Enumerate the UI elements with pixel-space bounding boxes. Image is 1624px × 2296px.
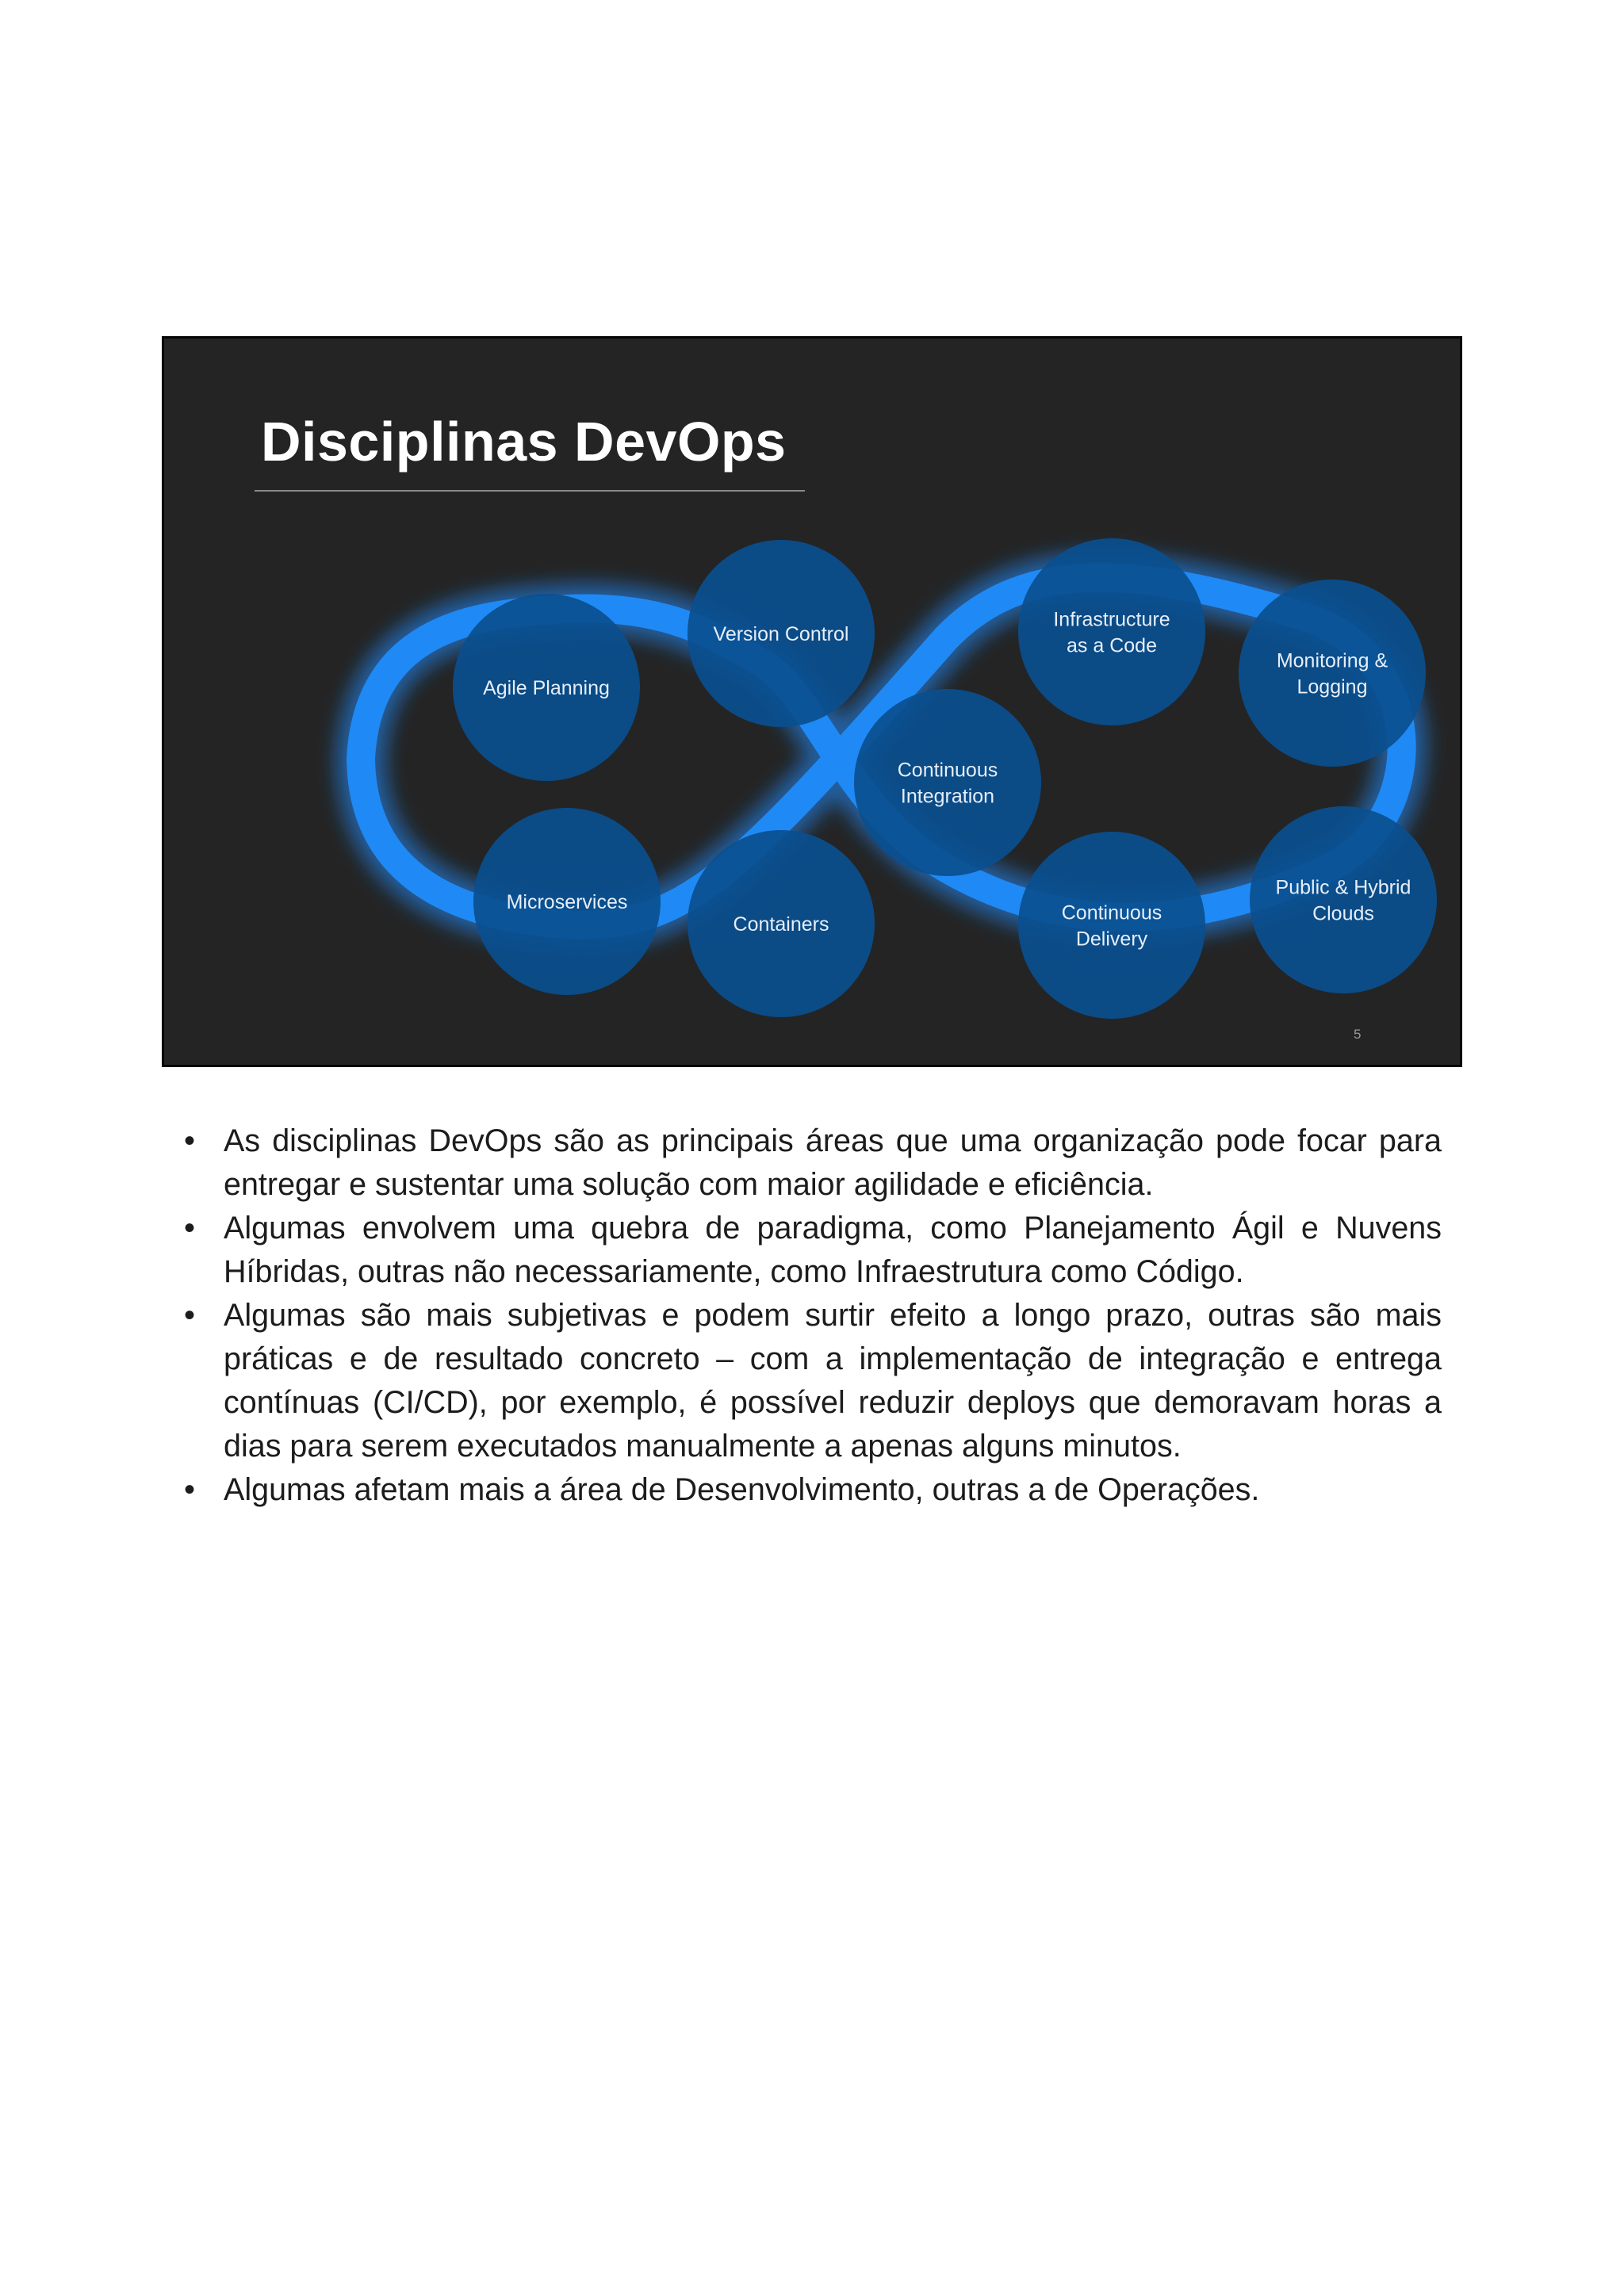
- node-label: Clouds: [1312, 902, 1374, 925]
- bullet-text: Algumas afetam mais a área de Desenvolvimento, outras a de Operações.: [224, 1472, 1260, 1507]
- node-public-hybrid-clouds: [1250, 806, 1437, 993]
- bullet-text: Algumas envolvem uma quebra de paradigma, como Planejamento Ágil e Nuvens Híbridas, outras não necessariamente, como Infraestrutura como Código.: [224, 1211, 1442, 1289]
- node-label: Integration: [900, 785, 995, 808]
- bullet-dot: •: [184, 1298, 196, 1333]
- bullet-text: As disciplinas DevOps são as principais áreas que uma organização pode focar para entregar e sustentar uma solução com maior agilidade e eficiência.: [224, 1123, 1442, 1202]
- node-label: Agile Planning: [483, 677, 610, 699]
- node-circle: [854, 689, 1041, 876]
- node-label: Containers: [733, 913, 829, 936]
- node-continuous-integration: [854, 689, 1041, 876]
- devops-infinity-diagram: [164, 339, 1462, 1067]
- bullet-text: Algumas são mais subjetivas e podem surtir efeito a longo prazo, outras são mais práticas e de resultado concreto – com a implementação de integração e entrega contínuas (CI/CD), por exemplo, é possível reduzir deploys que demoravam horas a dias para serem executados manualmente a apenas alguns minutos.: [224, 1298, 1442, 1464]
- node-monitoring-logging: [1239, 580, 1426, 767]
- bullet-item: [179, 1119, 1442, 1207]
- node-continuous-delivery: [1018, 832, 1205, 1019]
- node-label: as a Code: [1067, 634, 1157, 657]
- bullet-item: [179, 1294, 1442, 1468]
- node-circle: [1239, 580, 1426, 767]
- node-circle: [1250, 806, 1437, 993]
- node-microservices: [473, 808, 661, 995]
- node-containers: [688, 830, 875, 1017]
- node-label: Continuous: [897, 759, 998, 782]
- node-version-control: [688, 540, 875, 727]
- node-label: Version Control: [713, 623, 849, 645]
- node-label: Microservices: [506, 891, 628, 913]
- bullet-item: [179, 1468, 1442, 1512]
- node-label: Infrastructure: [1053, 608, 1170, 631]
- node-circle: [1018, 832, 1205, 1019]
- node-label: Public & Hybrid: [1275, 876, 1411, 899]
- node-label: Monitoring &: [1276, 649, 1388, 672]
- node-label: Logging: [1297, 675, 1368, 698]
- bullet-dot: •: [184, 1211, 196, 1246]
- bullet-dot: •: [184, 1123, 196, 1158]
- slide: [162, 336, 1462, 1067]
- node-label: Delivery: [1075, 928, 1148, 951]
- node-circle: [1018, 538, 1205, 725]
- bullet-item: [179, 1207, 1442, 1294]
- bullet-dot: •: [184, 1472, 196, 1507]
- node-agile-planning: [453, 594, 640, 781]
- node-infrastructure-as-code: [1018, 538, 1205, 725]
- node-label: Continuous: [1061, 901, 1162, 924]
- slide-title: Disciplinas DevOps: [261, 411, 787, 473]
- slide-page-number: 5: [1354, 1027, 1362, 1042]
- bullet-list: [179, 1119, 1442, 1512]
